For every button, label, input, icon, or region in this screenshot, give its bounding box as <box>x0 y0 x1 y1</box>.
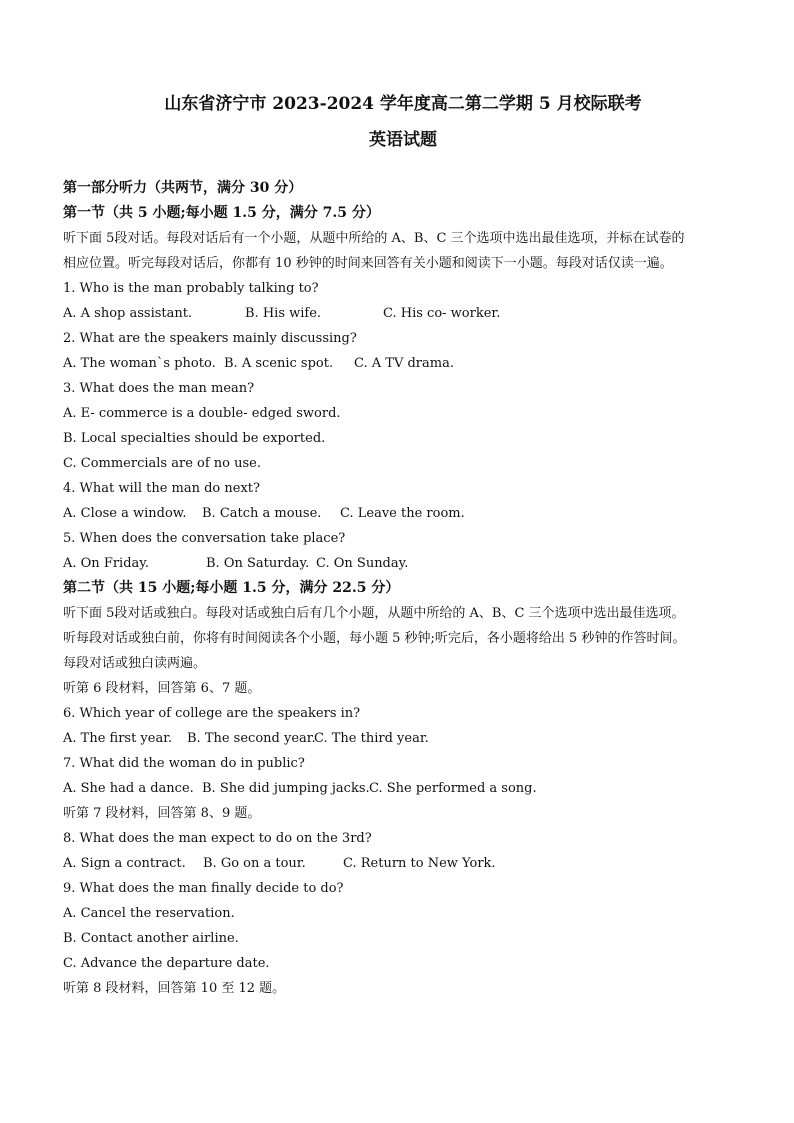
question-9: 9. What does the man finally decide to do? <box>63 881 344 896</box>
question-2-options <box>63 351 743 376</box>
question-5: 5. When does the conversation take place? <box>63 531 346 546</box>
option-a: A. A shop assistant. <box>63 306 193 321</box>
question-4-options <box>63 501 743 526</box>
question-7-options <box>63 776 743 801</box>
part1-heading: 第一部分听力（共两节，满分 30 分） <box>63 180 303 196</box>
question-9-option-a: A. Cancel the reservation. <box>63 906 235 921</box>
question-6: 6. Which year of college are the speakers in? <box>63 706 361 721</box>
question-6-options <box>63 726 743 751</box>
option-a: A. Close a window. <box>63 506 187 521</box>
option-c: C. A TV drama. <box>354 356 454 371</box>
option-a: A. She had a dance. <box>63 781 194 796</box>
question-7: 7. What did the woman do in public? <box>63 756 305 771</box>
option-c: C. She performed a song. <box>369 781 537 796</box>
section2-heading: 第二节（共 15 小题;每小题 1.5 分，满分 22.5 分） <box>63 580 400 596</box>
option-c: C. Leave the room. <box>340 506 465 521</box>
question-3: 3. What does the man mean? <box>63 381 255 396</box>
option-b: B. Go on a tour. <box>203 856 306 871</box>
question-2: 2. What are the speakers mainly discussing? <box>63 331 357 346</box>
section1-instruction-line: 相应位置。听完每段对话后，你都有 10 秒钟的时间来回答有关小题和阅读下一小题。每段对话仅读一遍。 <box>63 256 673 271</box>
option-a: A. Sign a contract. <box>63 856 186 871</box>
option-c: C. The third year. <box>314 731 429 746</box>
question-3-option-c: C. Commercials are of no use. <box>63 456 261 471</box>
option-c: C. Return to New York. <box>343 856 496 871</box>
option-b: B. On Saturday. <box>206 556 310 571</box>
section2-instruction-line: 每段对话或独白读两遍。 <box>63 656 207 671</box>
question-5-options <box>63 551 743 576</box>
material-6-intro: 听第 6 段材料，回答第 6、7 题。 <box>63 681 261 696</box>
question-3-option-b: B. Local specialties should be exported. <box>63 431 326 446</box>
option-b: B. She did jumping jacks. <box>202 781 370 796</box>
option-b: B. A scenic spot. <box>224 356 334 371</box>
question-9-option-b: B. Contact another airline. <box>63 931 239 946</box>
section1-instruction-line: 听下面 5段对话。每段对话后有一个小题，从题中所给的 A、B、C 三个选项中选出最佳选项，并标在试卷的 <box>63 231 685 246</box>
exam-page <box>63 92 743 1001</box>
question-1-options <box>63 301 743 326</box>
option-a: A. The first year. <box>63 731 173 746</box>
option-c: C. On Sunday. <box>316 556 409 571</box>
question-8-options <box>63 851 743 876</box>
section1-heading: 第一节（共 5 小题;每小题 1.5 分，满分 7.5 分） <box>63 205 380 221</box>
question-3-option-a: A. E- commerce is a double- edged sword. <box>63 406 341 421</box>
question-1: 1. Who is the man probably talking to? <box>63 281 319 296</box>
option-a: A. The woman`s photo. <box>63 356 216 371</box>
material-7-intro: 听第 7 段材料，回答第 8、9 题。 <box>63 806 261 821</box>
option-b: B. The second year. <box>187 731 316 746</box>
exam-title: 山东省济宁市 2023-2024 学年度高二第二学期 5 月校际联考 <box>164 94 642 114</box>
question-8: 8. What does the man expect to do on the 3rd? <box>63 831 372 846</box>
section2-instruction-line: 听每段对话或独白前，你将有时间阅读各个小题，每小题 5 秒钟;听完后，各小题将给出 5 秒钟的作答时间。 <box>63 631 686 646</box>
option-b: B. Catch a mouse. <box>202 506 322 521</box>
question-4: 4. What will the man do next? <box>63 481 260 496</box>
material-8-intro: 听第 8 段材料，回答第 10 至 12 题。 <box>63 981 286 996</box>
option-b: B. His wife. <box>245 306 322 321</box>
question-9-option-c: C. Advance the departure date. <box>63 956 270 971</box>
option-c: C. His co- worker. <box>383 306 501 321</box>
section2-instruction-line: 听下面 5段对话或独白。每段对话或独白后有几个小题，从题中所给的 A、B、C 三个选项中选出最佳选项。 <box>63 606 685 621</box>
exam-subtitle: 英语试题 <box>369 130 437 150</box>
option-a: A. On Friday. <box>63 556 150 571</box>
